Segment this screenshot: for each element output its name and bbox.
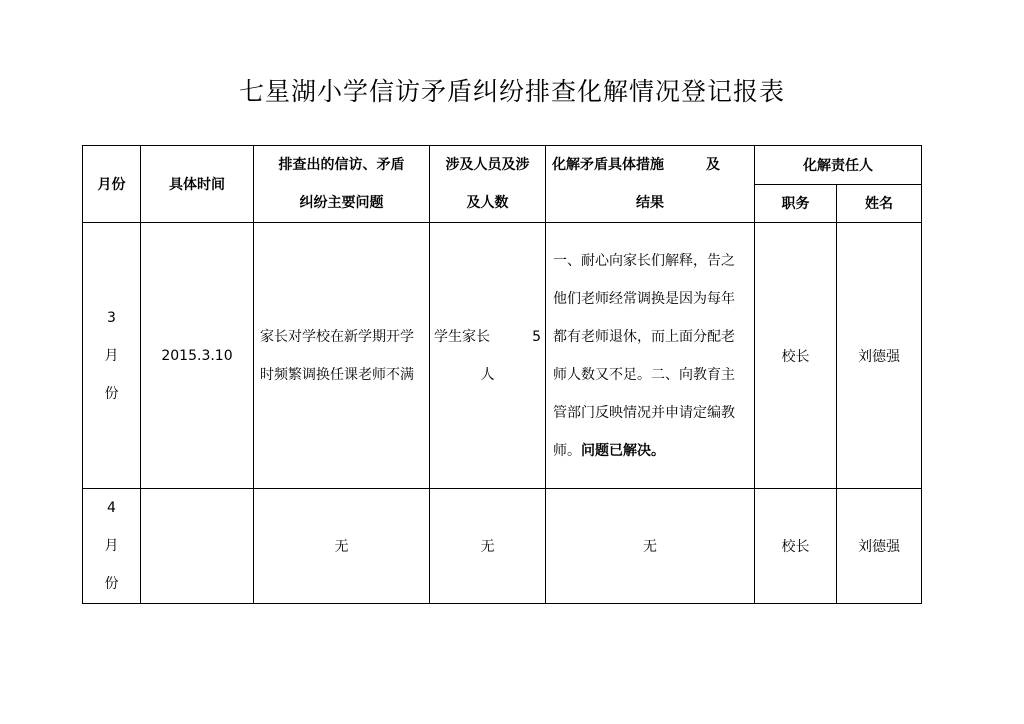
position-cell: 校长 <box>755 489 837 604</box>
table-row <box>83 223 922 489</box>
header-issue-line1: 排查出的信访、矛盾 <box>278 157 405 173</box>
month-number: 3 <box>107 309 116 326</box>
month-suffix: 份 <box>104 385 119 402</box>
header-measures-line1: 化解矛盾具体措施 及 <box>552 157 720 173</box>
measures-text: 一、耐心向家长们解释，告之他们老师经常调换是因为每年都有老师退休，而上面分配老师人数又不足。二、向教育主管部门反映情况并申请定编教师。 <box>553 252 735 459</box>
issue-text: 家长对学校在新学期开学时频繁调换任课老师不满 <box>260 328 414 383</box>
time-cell <box>141 489 254 604</box>
name-cell: 刘德强 <box>837 489 922 604</box>
people-count: 5 <box>532 328 541 345</box>
month-number: 4 <box>107 500 116 516</box>
header-people-line2: 及人数 <box>466 195 509 211</box>
issue-cell: 无 <box>254 489 430 604</box>
people-cell: 无 <box>430 489 546 604</box>
header-position: 职务 <box>755 184 837 223</box>
header-month: 月份 <box>83 146 141 223</box>
measures-cell: 无 <box>546 489 755 604</box>
page-title: 七星湖小学信访矛盾纠纷排查化解情况登记报表 <box>238 77 785 106</box>
header-people <box>430 146 546 223</box>
time-cell: 2015.3.10 <box>141 223 254 489</box>
position-cell: 校长 <box>755 223 837 489</box>
name-cell: 刘德强 <box>837 223 922 489</box>
header-responsible: 化解责任人 <box>755 146 922 185</box>
month-char: 月 <box>104 538 119 554</box>
header-people-line1: 涉及人员及涉 <box>445 157 530 173</box>
measures-cell <box>546 223 755 489</box>
header-name: 姓名 <box>837 184 922 223</box>
result-text: 问题已解决。 <box>581 442 665 459</box>
people-cell <box>430 223 546 489</box>
header-measures <box>546 146 755 223</box>
people-type: 学生家长 <box>434 328 490 345</box>
header-measures-line2: 结果 <box>636 195 664 211</box>
month-char: 月 <box>104 347 119 364</box>
month-cell <box>83 223 141 489</box>
header-row <box>83 146 922 185</box>
month-suffix: 份 <box>104 576 119 592</box>
table-row <box>83 489 922 604</box>
header-issue <box>254 146 430 223</box>
header-issue-line2: 纠纷主要问题 <box>299 195 384 211</box>
month-cell <box>83 489 141 604</box>
people-unit: 人 <box>480 366 495 383</box>
header-time: 具体时间 <box>141 146 254 223</box>
report-table <box>82 145 922 604</box>
issue-cell <box>254 223 430 489</box>
